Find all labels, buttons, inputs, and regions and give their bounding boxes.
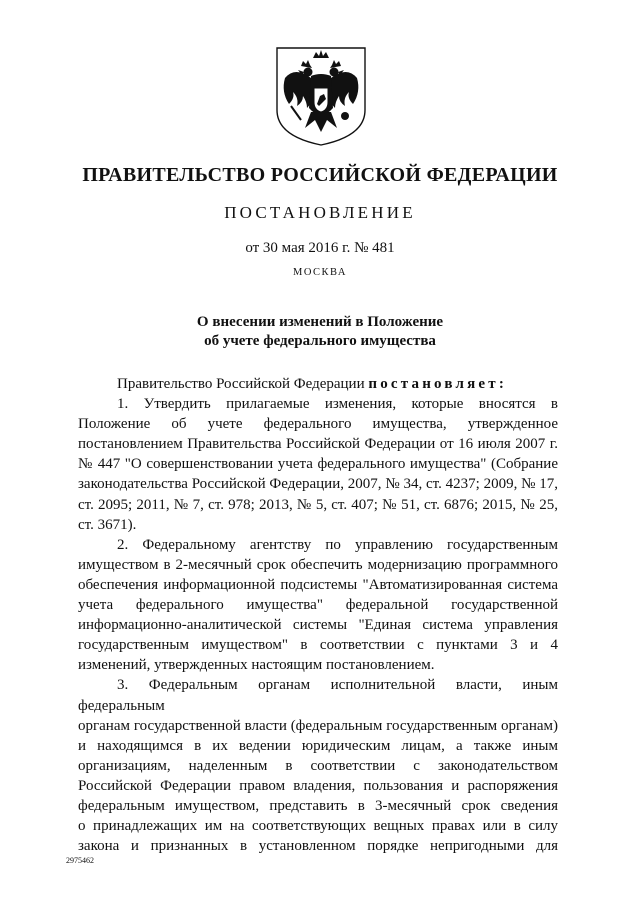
- heading-line: об учете федерального имущества: [204, 333, 436, 349]
- heading-line: О внесении изменений в Положение: [196, 314, 444, 330]
- paragraph-line: изменений, утвержденных настоящим постановлением.: [78, 657, 435, 674]
- paragraph-line: организациям, наделенным в соответствии с законодательством: [78, 757, 558, 774]
- russian-coat-of-arms-icon: [270, 44, 372, 148]
- paragraph-line: ст. 2095; 2011, № 7, ст. 978; 2013, № 5, ст. 407; № 51, ст. 6876; 2015, № 25,: [78, 496, 558, 513]
- paragraph-line: обеспечения информационной подсистемы "Автоматизированная система: [78, 576, 558, 593]
- paragraph-line: законодательства Российской Федерации, 2007, № 34, ст. 4237; 2009, № 17,: [78, 476, 558, 493]
- document-body: [78, 374, 558, 856]
- paragraph-line: органам государственной власти (федеральным государственным органам): [78, 717, 558, 734]
- paragraph-line: федеральным имуществом, представить в 3-месячный срок сведения: [78, 797, 558, 814]
- document-code: 2975462: [66, 856, 94, 865]
- document-heading: [0, 313, 640, 351]
- paragraph-line: государственным имуществом" в соответствии с пунктами 3 и 4: [78, 637, 558, 654]
- preamble-verb: постановляет:: [368, 376, 508, 392]
- paragraph-line: ст. 3671).: [78, 516, 137, 533]
- paragraph-line: 3. Федеральным органам исполнительной власти, иным федеральным: [78, 677, 558, 714]
- preamble: [78, 374, 558, 394]
- preamble-text: Правительство Российской Федерации: [117, 376, 369, 392]
- paragraph-line: 2. Федеральному агентству по управлению государственным: [117, 536, 558, 553]
- paragraph-line: закона и признанных в установленном порядке непригодными для: [78, 838, 558, 855]
- paragraph-line: и находящимся в их ведении юридическим лицам, а также иным: [78, 737, 558, 754]
- paragraph-line: о принадлежащих им на соответствующих вещных правах или в силу: [78, 818, 558, 835]
- paragraph-line: постановлением Правительства Российской Федерации от 16 июля 2007 г.: [78, 436, 558, 453]
- government-title: ПРАВИТЕЛЬСТВО РОССИЙСКОЙ ФЕДЕРАЦИИ: [82, 164, 558, 186]
- document-type: ПОСТАНОВЛЕНИЕ: [224, 203, 416, 222]
- paragraph-line: Положение об учете федерального имущества, утвержденное: [78, 416, 558, 433]
- paragraph-line: учета федерального имущества" федеральной государственной: [78, 597, 558, 614]
- paragraphs: [78, 394, 558, 856]
- document-date-number: от 30 мая 2016 г. № 481: [245, 240, 395, 256]
- paragraph-line: № 447 "О совершенствовании учета федерального имущества" (Собрание: [78, 456, 558, 473]
- paragraph-line: имуществом в 2-месячный срок обеспечить модернизацию программного: [78, 556, 558, 573]
- paragraph-line: 1. Утвердить прилагаемые изменения, которые вносятся в: [117, 396, 558, 413]
- paragraph-line: Российской Федерации правом владения, пользования и распоряжения: [78, 777, 558, 794]
- document-city: МОСКВА: [293, 267, 347, 278]
- paragraph-line: информационно-аналитической системы "Единая система управления: [78, 617, 558, 634]
